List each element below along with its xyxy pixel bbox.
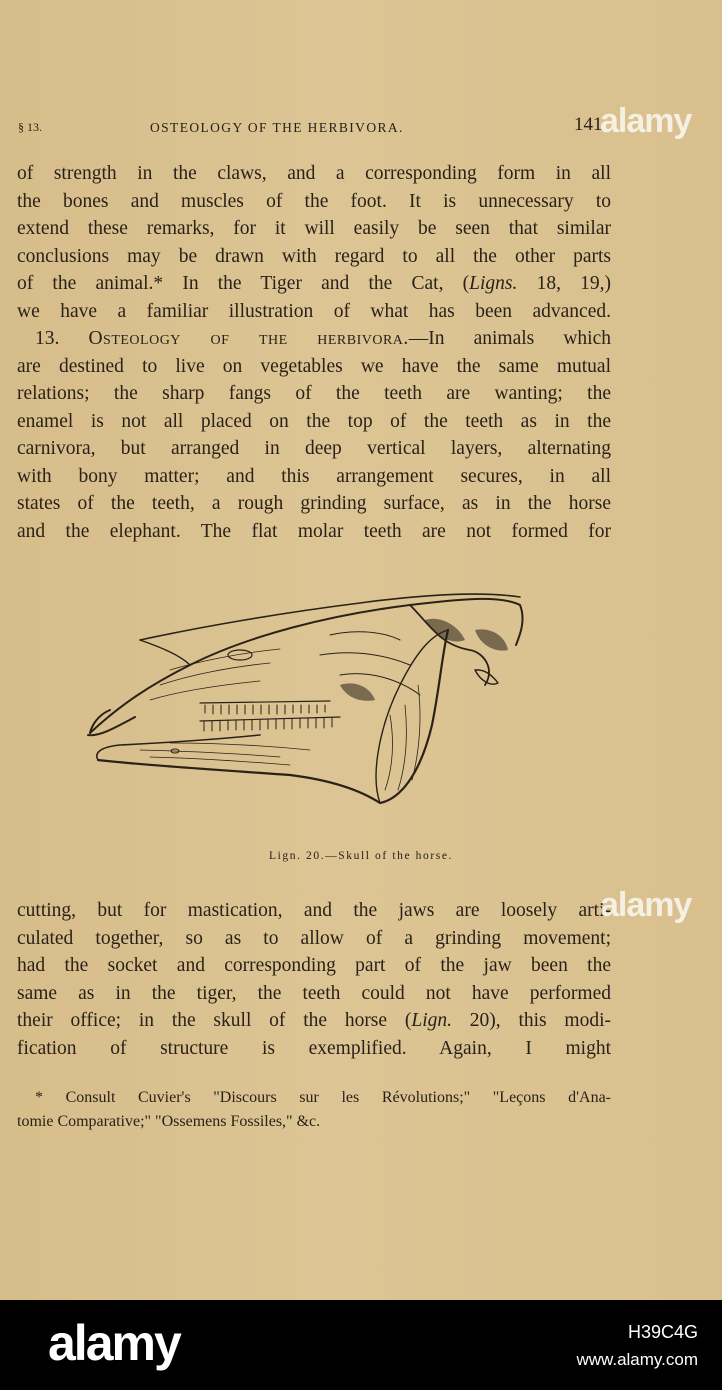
section-number: 13. [35, 328, 89, 349]
page-number: 141 [574, 114, 603, 135]
running-title: OSTEOLOGY OF THE HERBIVORA. [150, 120, 404, 135]
text-line [17, 1007, 611, 1035]
footnote [17, 1086, 611, 1134]
section-mark: § 13. [18, 120, 42, 134]
image-id: H39C4G [627, 1322, 698, 1342]
text-line: enamel is not all placed on the top of the teeth as in the [17, 410, 611, 432]
text-line: culated together, so as to allow of a grinding movement; [17, 927, 611, 949]
text-segment: 20), this modi- [451, 1010, 611, 1031]
text-line: extend these remarks, for it will easily be seen that similar [17, 218, 611, 239]
text-line: are destined to live on vegetables we have the same mutual [17, 355, 611, 377]
text-line: carnivora, but arranged in deep vertical layers, alternating [17, 438, 611, 459]
stock-photo-footer [0, 1300, 722, 1390]
body-text-top [17, 160, 611, 545]
section-heading-line [17, 325, 611, 353]
text-segment: of the animal.* In the Tiger and the Cat, ( [17, 273, 470, 294]
text-line: had the socket and corresponding part of the jaw been the [17, 955, 611, 976]
lign-reference: Lign. [411, 1010, 452, 1031]
text-line: relations; the sharp fangs of the teeth are wanting; the [17, 383, 611, 404]
text-segment: —In animals which [408, 328, 611, 349]
lign-reference: Ligns. [469, 273, 518, 294]
text-segment: 18, 19,) [517, 273, 611, 294]
footnote-line: * Consult Cuvier's "Discours sur les Révolutions;" "Leçons d'Ana- [35, 1089, 611, 1106]
body-text-bottom [17, 897, 611, 1062]
watermark-logo: alamy [600, 102, 692, 140]
watermark-logo: alamy [600, 886, 692, 924]
text-line: fication of structure is exemplified. Again, I might [17, 1037, 611, 1059]
text-line: cutting, but for mastication, and the jaws are loosely arti- [17, 900, 611, 921]
text-line: conclusions may be drawn with regard to all the other parts [17, 245, 611, 267]
footnote-line: tomie Comparative;" "Ossemens Fossiles," &c. [17, 1113, 321, 1130]
horse-skull-engraving [80, 575, 530, 815]
section-heading: Osteology of the herbivora. [88, 328, 409, 349]
text-line: of strength in the claws, and a corresponding form in all [17, 163, 611, 184]
text-line [17, 270, 611, 298]
text-line: we have a familiar illustration of what has been advanced. [17, 300, 611, 322]
text-line: same as in the tiger, the teeth could not have performed [17, 982, 611, 1004]
brand-logo: alamy [48, 1315, 180, 1371]
text-segment: their office; in the skull of the horse ( [17, 1010, 412, 1031]
text-line: with bony matter; and this arrangement secures, in all [17, 465, 611, 487]
text-line: and the elephant. The flat molar teeth are not formed for [17, 520, 611, 542]
text-line: the bones and muscles of the foot. It is unnecessary to [17, 190, 611, 212]
figure-caption: Lign. 20.—Skull of the horse. [268, 850, 454, 862]
text-line: states of the teeth, a rough grinding surface, as in the horse [17, 493, 611, 514]
site-url: www.alamy.com [576, 1350, 698, 1369]
